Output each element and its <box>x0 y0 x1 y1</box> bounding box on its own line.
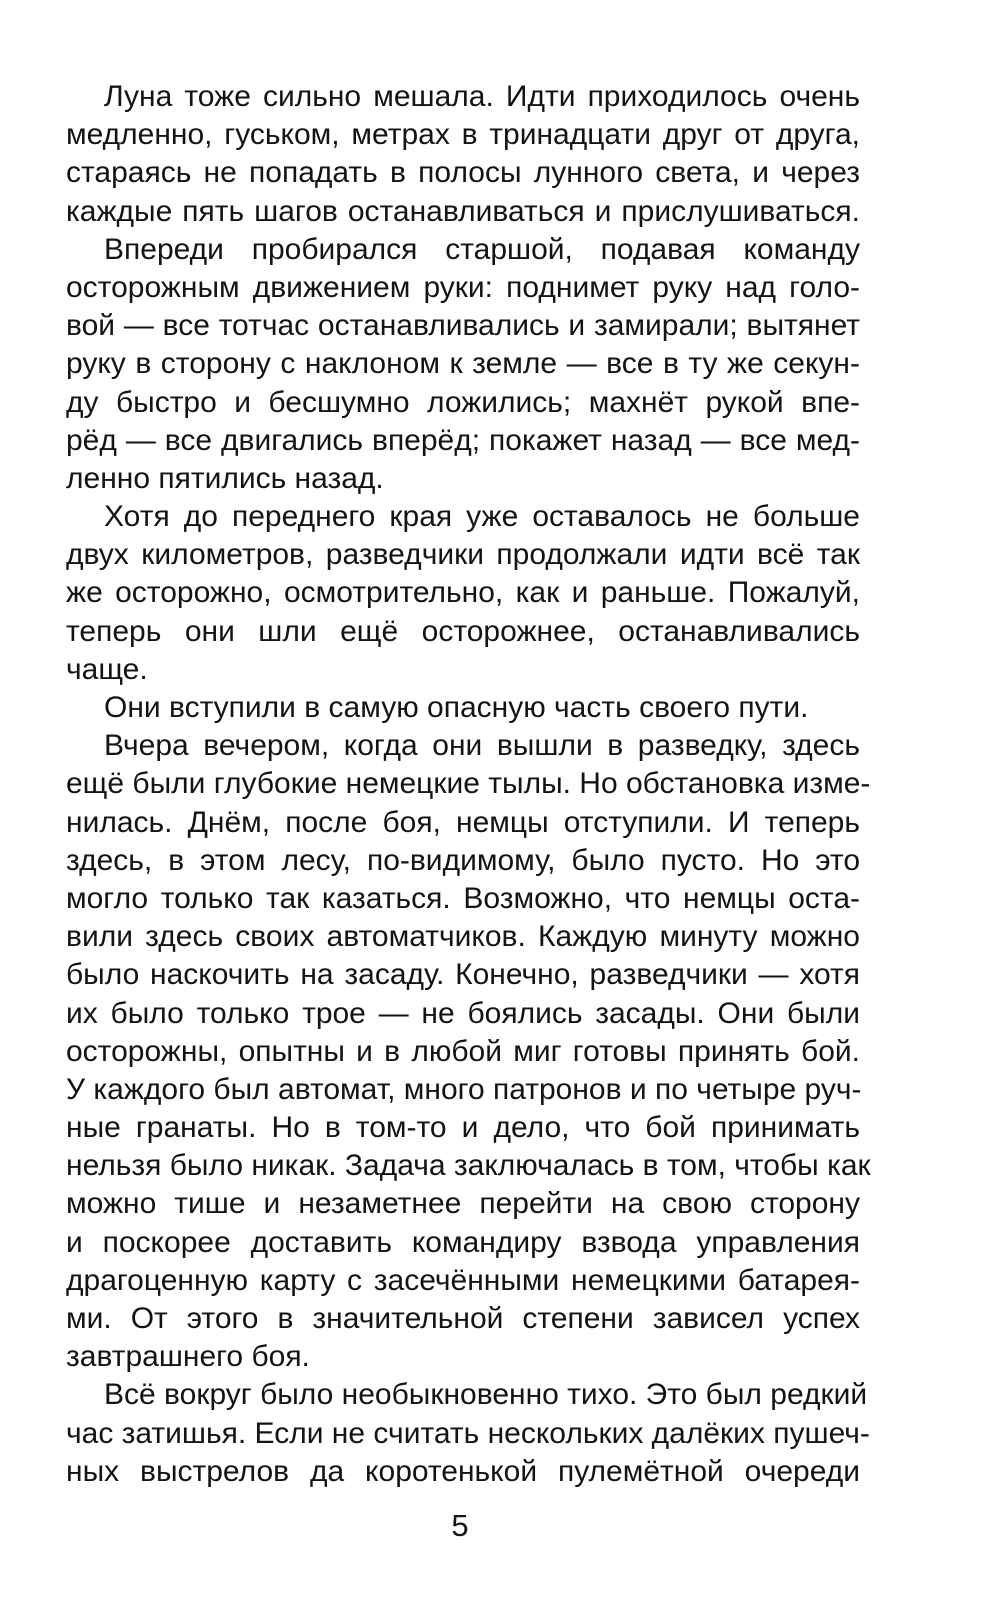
page-number: 5 <box>451 1508 469 1543</box>
text-line: ещё были глубокие немецкие тылы. Но обстановка изме- <box>66 767 871 801</box>
text-line: теперь они шли ещё осторожнее, останавливались <box>66 614 860 648</box>
text-line: чаще. <box>66 652 148 686</box>
text-line: медленно, гуськом, метрах в тринадцати друг от друга, <box>66 118 860 152</box>
text-line: вили здесь своих автоматчиков. Каждую минуту можно <box>66 920 860 954</box>
paragraph <box>66 231 860 498</box>
text-line: драгоценную карту с засечёнными немецкими батарея- <box>66 1263 860 1297</box>
text-line: осторожным движением руки: поднимет руку над голо- <box>66 270 860 304</box>
text-line: ми. От этого в значительной степени зависел успех <box>66 1302 860 1335</box>
text-line: стараясь не попадать в полосы лунного света, и через <box>66 156 860 190</box>
text-line: Всё вокруг было необыкновенно тихо. Это был редкий <box>104 1378 868 1412</box>
text-line: ные гранаты. Но в том-то и дело, что бой принимать <box>66 1111 860 1145</box>
text-line: нилась. Днём, после боя, немцы отступили. И теперь <box>66 805 860 839</box>
text-line: их было только трое — не боялись засады. Они были <box>66 996 860 1030</box>
text-line: Луна тоже сильно мешала. Идти приходилось очень <box>104 80 860 113</box>
paragraph <box>66 78 860 231</box>
text-line: Впереди пробирался старшой, подавая команду <box>104 232 860 266</box>
text-line: рёд — все двигались вперёд; покажет назад — все мед- <box>66 423 860 457</box>
text-line: час затишья. Если не считать нескольких далёких пушеч- <box>66 1416 870 1450</box>
text-line: могло только так казаться. Возможно, что немцы оста- <box>66 881 860 915</box>
text-line: Вчера вечером, когда они вышли в разведку, здесь <box>104 729 860 763</box>
text-line: и поскорее доставить командиру взвода управления <box>66 1225 860 1259</box>
page-body <box>66 78 871 1491</box>
paragraph <box>66 727 871 1376</box>
text-line: завтрашнего боя. <box>66 1340 310 1374</box>
text-line: ду быстро и бесшумно ложились; махнёт рукой впе- <box>66 385 860 419</box>
text-line: ных выстрелов да коротенькой пулемётной очереди <box>66 1454 860 1488</box>
text-line: У каждого был автомат, много патронов и по четыре руч- <box>66 1072 862 1106</box>
text-line: нельзя было никак. Задача заключалась в том, чтобы как <box>66 1149 871 1183</box>
text-line: здесь, в этом лесу, по-видимому, было пусто. Но это <box>66 843 860 877</box>
text-line: осторожны, опытны и в любой миг готовы принять бой. <box>66 1034 860 1068</box>
text-line: же осторожно, осмотрительно, как и раньше. Пожалуй, <box>66 576 860 610</box>
text-line: ленно пятились назад. <box>66 461 384 495</box>
paragraph <box>66 689 860 727</box>
text-line: Хотя до переднего края уже оставалось не больше <box>104 500 860 534</box>
text-line: вой — все тотчас останавливались и замирали; вытянет <box>66 309 860 343</box>
paragraph <box>66 498 860 689</box>
text-line: можно тише и незаметнее перейти на свою сторону <box>66 1187 860 1221</box>
text-line: было наскочить на засаду. Конечно, разведчики — хотя <box>66 958 860 992</box>
text-line: каждые пять шагов останавливаться и прислушиваться. <box>66 194 860 228</box>
text-line: Они вступили в самую опасную часть своего пути. <box>104 691 809 724</box>
text-line: двух километров, разведчики продолжали идти всё так <box>66 538 860 572</box>
text-line: руку в сторону с наклоном к земле — все в ту же секун- <box>66 347 860 381</box>
paragraph <box>66 1376 870 1491</box>
